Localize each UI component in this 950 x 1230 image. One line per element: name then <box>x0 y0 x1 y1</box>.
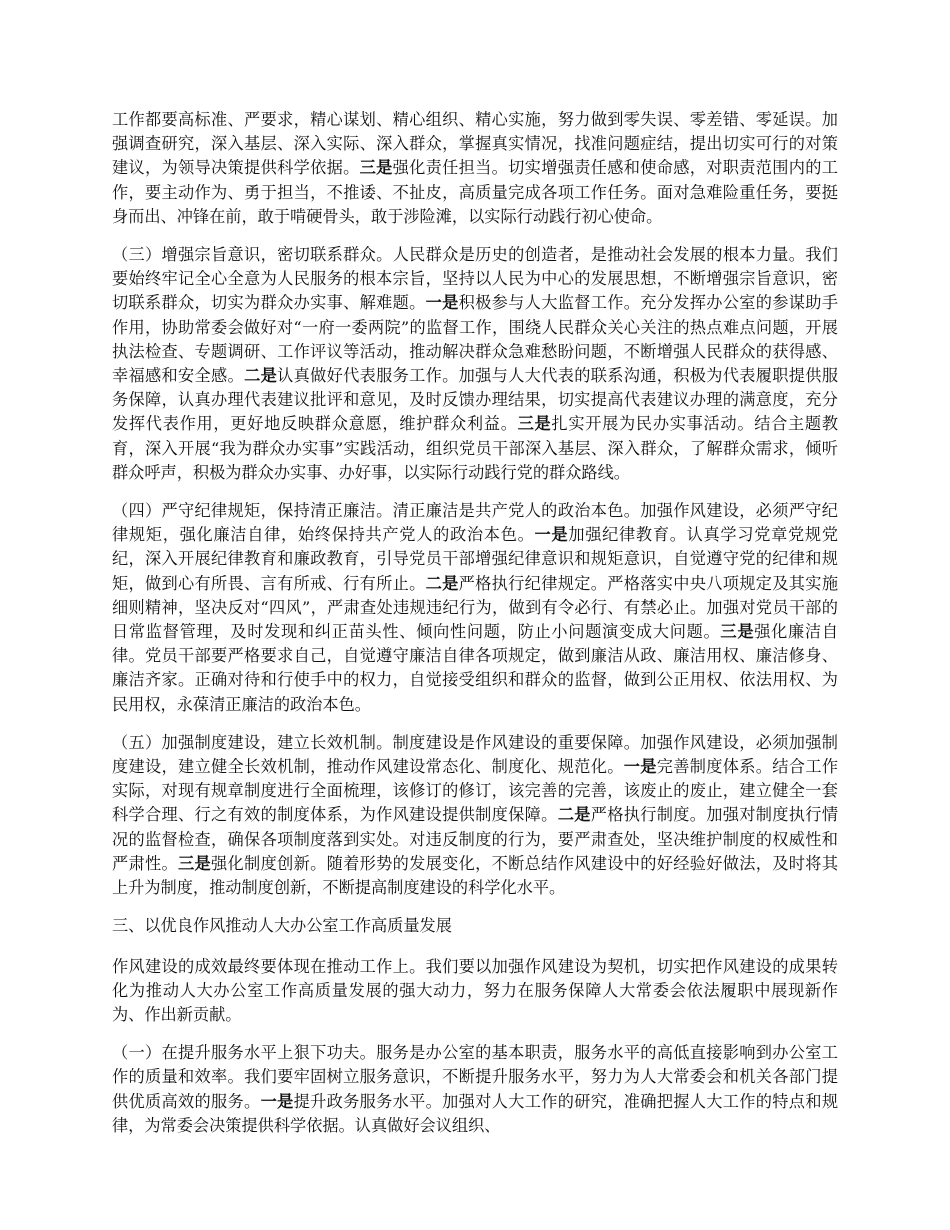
text-segment: 强化责任担当。切实增强责任感和使命感，对职责范围内的工作，要主动作为、勇于担当，不推诿、不扯皮，高质量完成各项工作任务。面对急难险重任务，要挺身而出、冲锋在前，敢于啃硬骨头，敢于涉险滩，以实际行动践行初心使命。 <box>112 158 838 226</box>
text-segment: 认真做好代表服务工作。加强与人大代表的联系沟通，积极为代表履职提供服务保障，认真办理代表建议批评和意见，及时反馈办理结果，切实提高代表建议办理的满意度，充分发挥代表作用，更好地反映群众意愿，维护群众利益。 <box>112 366 839 434</box>
bold-marker: 三是 <box>178 853 212 873</box>
text-segment: 强化制度创新。随着形势的发展变化，不断总结作风建设中的好经验好做法，及时将其上升为制度，推动制度创新，不断提高制度建设的科学化水平。 <box>112 853 839 898</box>
paragraph-work-standards <box>112 108 838 229</box>
text-segment: 强化廉洁自律。党员干部要严格要求自己，自觉遵守廉洁自律各项规定，做到廉洁从政、廉洁用权、廉洁修身、廉洁齐家。正确对待和行使手中的权力，自觉接受组织和群众的监督，做到公正用权、依法用权、为民用权，永葆清正廉洁的政治本色。 <box>112 622 839 714</box>
text-segment: （一）在提升服务水平上狠下功夫。服务是办公室的基本职责，服务水平的高低直接影响到办公室工作的质量和效率。我们要牢固树立服务意识，不断提升服务水平，努力为人大常委会和机关各部门提供优质高效的服务。 <box>112 1043 838 1111</box>
text-segment: 工作都要高标准、严要求，精心谋划、精心组织、精心实施，努力做到零失误、零差错、零延误。加强调查研究，深入基层、深入实际、深入群众，掌握真实情况，找准问题症结，提出切实可行的对策建议，为领导决策提供科学依据。 <box>112 110 838 178</box>
bold-marker: 三是 <box>359 158 393 178</box>
text-segment: （三）增强宗旨意识，密切联系群众。人民群众是历史的创造者，是推动社会发展的根本力量。我们要始终牢记全心全意为人民服务的根本宗旨，坚持以人民为中心的发展思想，不断增强宗旨意识，密切联系群众，切实为群众办实事、解难题。 <box>112 245 838 313</box>
bold-marker: 二是 <box>425 573 459 593</box>
paragraph-section-4 <box>112 499 838 717</box>
bold-marker: 一是 <box>623 757 657 777</box>
text-segment: 加强纪律教育。认真学习党章党规党纪，深入开展纪律教育和廉政教育，引导党员干部增强纪律意识和规矩意识，自觉遵守党的纪律和规矩，做到心有所畏、言有所戒、行有所止。 <box>112 525 839 593</box>
bold-marker: 三是 <box>517 414 552 434</box>
text-segment: （四）严守纪律规矩，保持清正廉洁。清正廉洁是共产党人的政治本色。加强作风建设，必须严守纪律规矩，强化廉洁自律，始终保持共产党人的政治本色。 <box>112 501 838 545</box>
paragraph-intro-three <box>112 955 838 1028</box>
bold-marker: 三是 <box>720 622 755 642</box>
text-segment: 积极参与人大监督工作。充分发挥办公室的参谋助手作用，协助常委会做好对“一府一委两院”的监督工作，围绕人民群众关心关注的热点难点问题，开展执法检查、专题调研、工作评议等活动，推动解决群众急难愁盼问题，不断增强人民群众的获得感、幸福感和安全感。 <box>112 293 839 386</box>
bold-marker: 二是 <box>244 366 278 386</box>
document-page <box>112 108 838 1152</box>
bold-marker: 一是 <box>425 293 459 313</box>
section-heading-three <box>112 914 838 938</box>
text-segment: （五）加强制度建设，建立长效机制。制度建设是作风建设的重要保障。加强作风建设，必须加强制度建设，建立健全长效机制，推动作风建设常态化、制度化、规范化。 <box>112 732 838 777</box>
bold-marker: 二是 <box>557 805 591 825</box>
paragraph-section-3 <box>112 243 838 485</box>
bold-marker: 一是 <box>260 1091 294 1111</box>
heading-text: 三、以优良作风推动人大办公室工作高质量发展 <box>112 916 452 936</box>
text-segment: 完善制度体系。结合工作实际，对现有规章制度进行全面梳理，该修订的修订，该完善的完善，该废止的废止，建立健全一套科学合理、行之有效的制度体系，为作风建设提供制度保障。 <box>112 757 839 825</box>
paragraph-subsection-one <box>112 1041 838 1138</box>
text-segment: 作风建设的成效最终要体现在推动工作上。我们要以加强作风建设为契机，切实把作风建设的成果转化为推动人大办公室工作高质量发展的强大动力，努力在服务保障人大常委会依法履职中展现新作为、作出新贡献。 <box>112 956 838 1024</box>
text-segment: 扎实开展为民办实事活动。结合主题教育，深入开展“我为群众办实事”实践活动，组织党员干部深入基层、深入群众，了解群众需求，倾听群众呼声，积极为群众办实事、办好事，以实际行动践行党的群众路线。 <box>112 414 839 482</box>
paragraph-section-5 <box>112 731 838 900</box>
text-segment: 严格执行制度。加强对制度执行情况的监督检查，确保各项制度落到实处。对违反制度的行为，要严肃查处，坚决维护制度的权威性和严肃性。 <box>112 805 839 873</box>
text-segment: 提升政务服务水平。加强对人大工作的研究，准确把握人大工作的特点和规律，为常委会决策提供科学依据。认真做好会议组织、 <box>112 1091 839 1135</box>
bold-marker: 一是 <box>534 525 569 545</box>
text-segment: 严格执行纪律规定。严格落实中央八项规定及其实施细则精神，坚决反对“四风”，严肃查处违规违纪行为，做到有令必行、有禁必止。加强对党员干部的日常监督管理，及时发现和纠正苗头性、倾向性问题，防止小问题演变成大问题。 <box>112 573 839 642</box>
